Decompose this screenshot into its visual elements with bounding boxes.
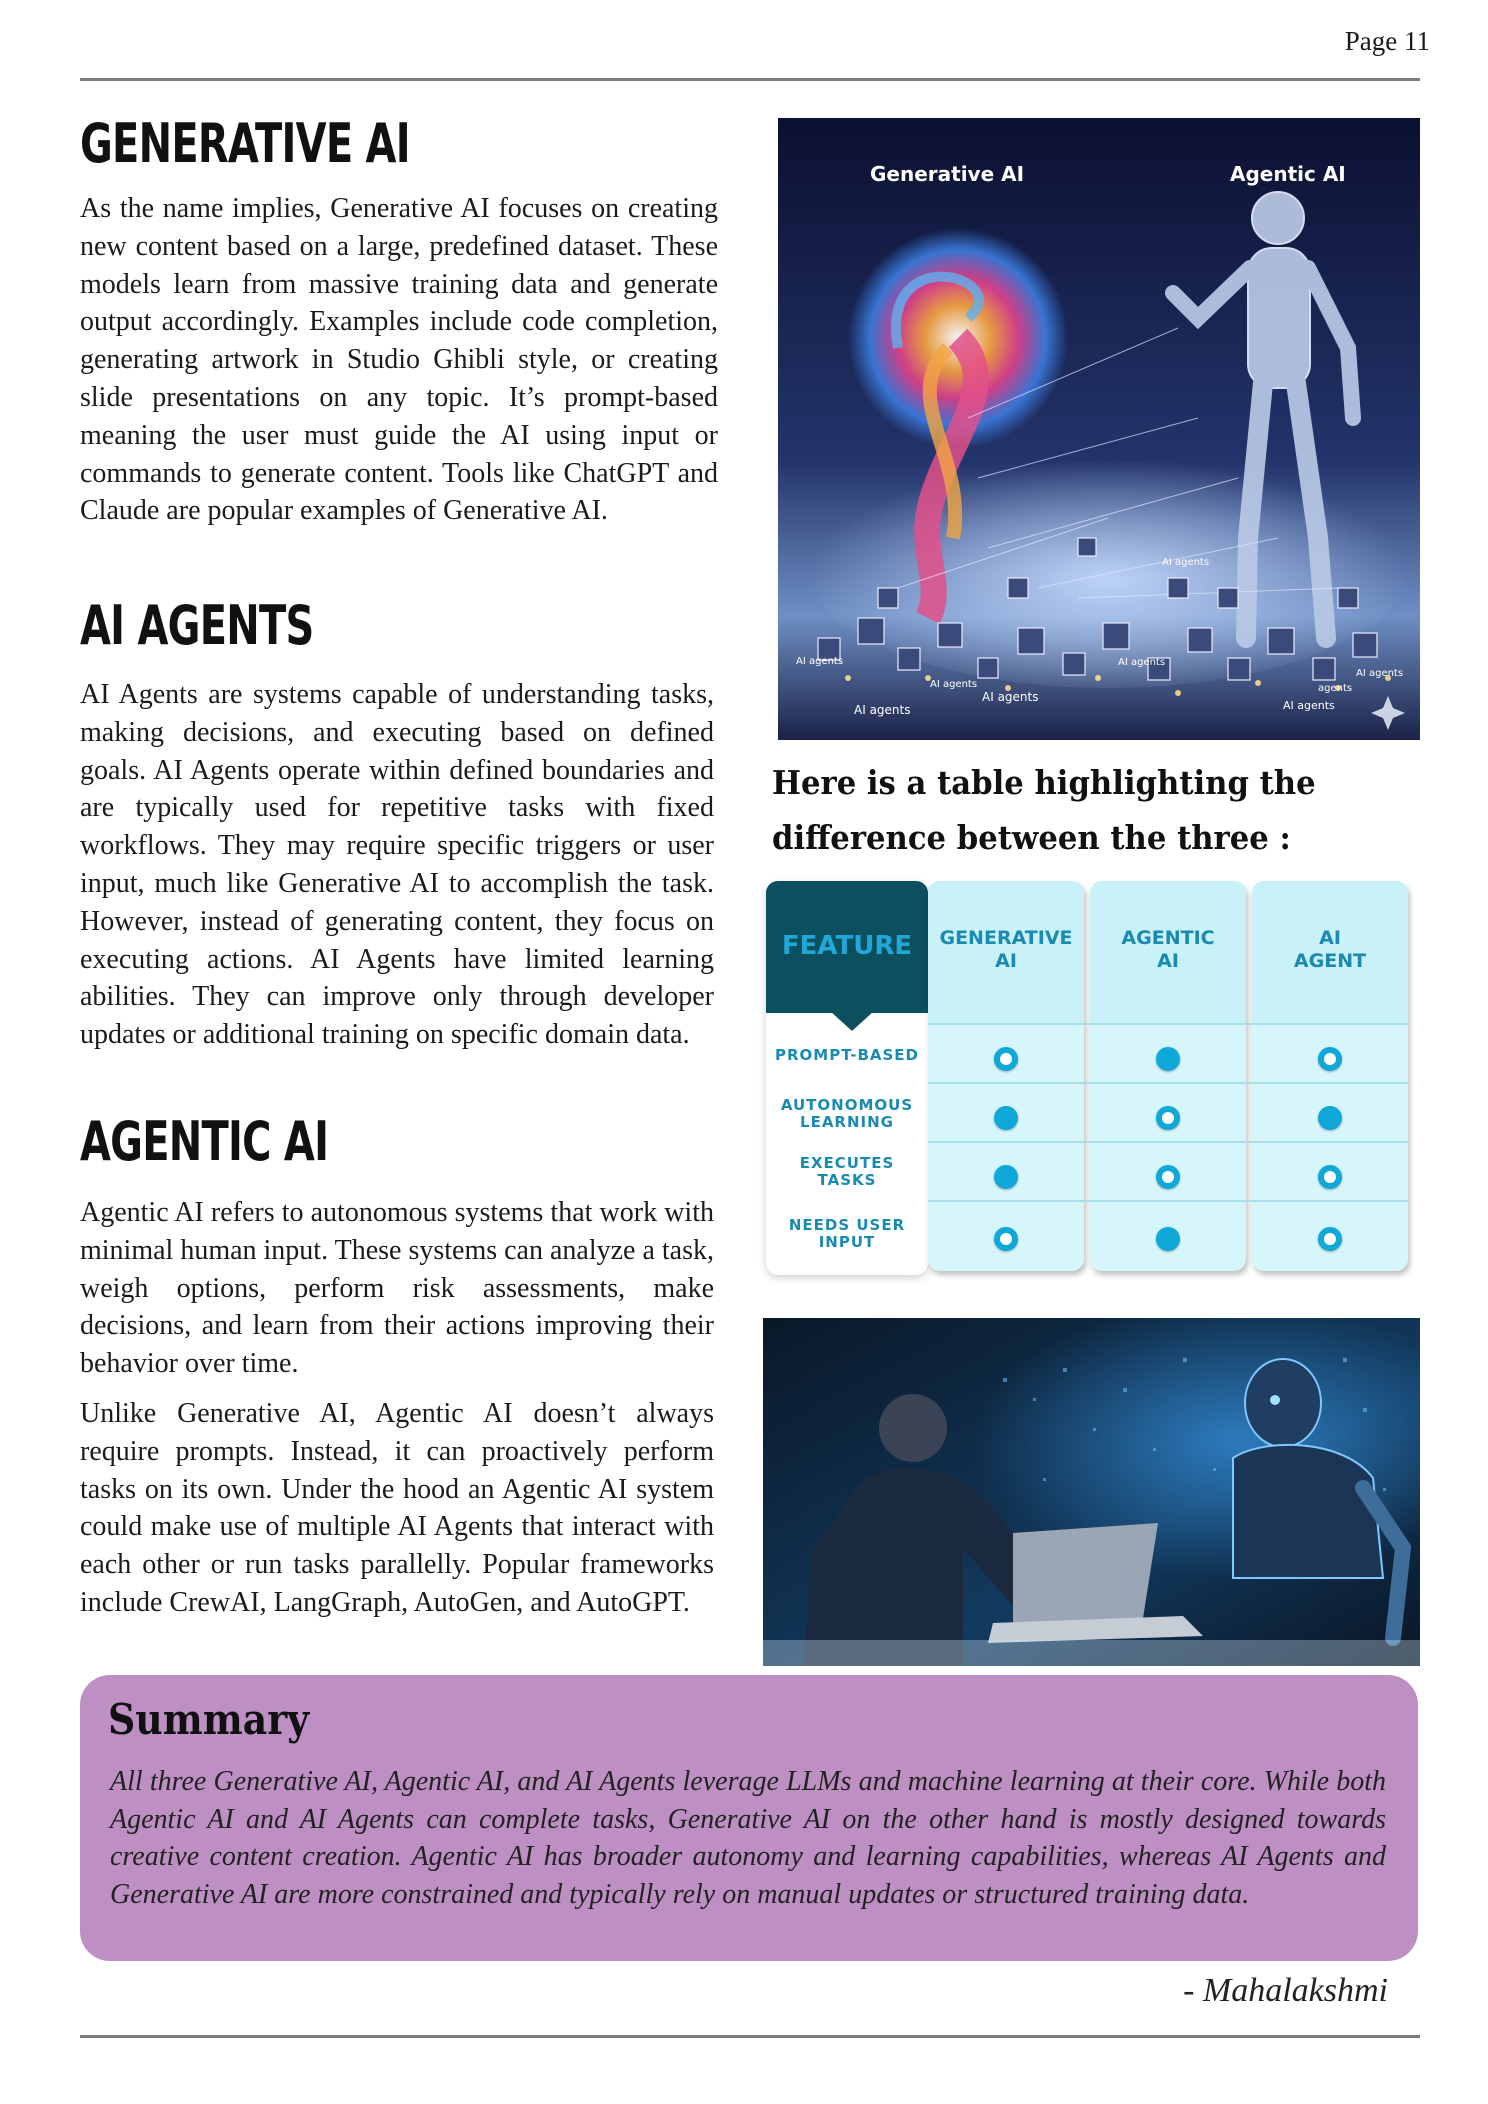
row-label-prompt-based — [766, 1047, 928, 1064]
agent-label: AI agents — [1162, 557, 1210, 568]
filled-dot-icon — [1318, 1106, 1342, 1130]
summary-text: All three Generative AI, Agentic AI, and AI Agents leverage LLMs and machine learning at their core. While both Agentic AI and AI Agents can complete tasks, Generative AI on the other hand is mostly designed towards creative content creation. Agentic AI has broader autonomy and learning capabilities, whereas AI Agents and Generative AI are more constrained and typically rely on manual updates or structured training data. — [110, 1766, 1386, 1910]
column-title-line: AGENTIC — [1121, 927, 1215, 949]
filled-dot-icon — [994, 1106, 1018, 1130]
paragraph-ai-agents: AI Agents are systems capable of understanding tasks, making decisions, and executing based on defined goals. AI Agents operate within defined boundaries and are typically used for repetitive tasks with fixed workflows. They may require specific triggers or user input, much like Generative AI to accomplish the task. However, instead of generating content, they focus on executing actions. AI Agents have limited learning abilities. They can improve only through developer updates or additional training on specific domain data. — [80, 679, 714, 1051]
column-title-generative-ai — [928, 927, 1084, 973]
column-title-line: AI — [1319, 927, 1341, 949]
heading-agentic-ai: AGENTIC AI — [80, 1110, 329, 1173]
ring-dot-icon — [1318, 1165, 1342, 1189]
row-label-line: PROMPT-BASED — [774, 1046, 919, 1064]
column-title-ai-agent — [1252, 927, 1408, 973]
heading-ai-agents: AI AGENTS — [80, 594, 314, 657]
paragraph-agentic-ai-2: Unlike Generative AI, Agentic AI doesn’t always require prompts. Instead, it can proactively perform tasks on its own. Under the hood an Agentic AI system could make use of multiple AI Agents that interact with each other or run tasks parallelly. Popular frameworks include CrewAI, LangGraph, AutoGen, and AutoGPT. — [80, 1398, 714, 1618]
agent-label: AI agents — [1118, 657, 1166, 668]
agent-label: AI agents — [1356, 668, 1404, 679]
agent-label: AI agents — [930, 679, 978, 690]
summary-title: Summary — [108, 1695, 310, 1744]
column-title-line: GENERATIVE — [939, 927, 1073, 949]
illustration-label-agentic: Agentic AI — [1230, 162, 1346, 186]
row-label-autonomous-learning — [766, 1097, 928, 1131]
row-label-line: EXECUTES — [799, 1154, 895, 1172]
generative-vs-agentic-illustration — [778, 118, 1420, 740]
row-label-line: AUTONOMOUS — [780, 1096, 914, 1114]
column-title-agentic-ai — [1090, 927, 1246, 973]
ring-dot-icon — [1318, 1227, 1342, 1251]
illustration-label-generative: Generative AI — [870, 162, 1025, 186]
row-label-line: INPUT — [818, 1233, 876, 1251]
agent-label: agents — [1318, 683, 1353, 694]
ring-dot-icon — [994, 1227, 1018, 1251]
feature-header-label: FEATURE — [781, 931, 913, 961]
feature-header-pointer — [830, 1011, 874, 1031]
column-title-line: AGENT — [1293, 950, 1367, 972]
agent-label: AI agents — [1283, 699, 1335, 712]
row-label-executes-tasks — [766, 1155, 928, 1189]
row-label-line: NEEDS USER — [788, 1216, 906, 1234]
column-title-line: AI — [1157, 950, 1179, 972]
page-number: Page 11 — [1344, 26, 1430, 56]
row-separator — [928, 1023, 1408, 1025]
ring-dot-icon — [1318, 1047, 1342, 1071]
paragraph-generative-ai: As the name implies, Generative AI focuses on creating new content based on a large, predefined dataset. These models learn from massive training data and generate output accordingly. Examples include code completion, generating artwork in Studio Ghibli style, or creating slide presentations on any topic. It’s prompt-based meaning the user must guide the AI using input or commands to generate content. Tools like ChatGPT and Claude are popular examples of Generative AI. — [80, 193, 718, 527]
row-label-line: TASKS — [817, 1171, 877, 1189]
filled-dot-icon — [994, 1165, 1018, 1189]
comparison-table — [762, 875, 1422, 1295]
man-and-robot-photo — [763, 1318, 1420, 1666]
ring-dot-icon — [994, 1047, 1018, 1071]
row-separator — [928, 1082, 1408, 1084]
top-rule — [80, 78, 1420, 81]
filled-dot-icon — [1156, 1227, 1180, 1251]
table-caption: Here is a table highlighting the difference between the three : — [772, 763, 1316, 857]
filled-dot-icon — [1156, 1047, 1180, 1071]
row-label-line: LEARNING — [800, 1113, 894, 1131]
row-separator — [928, 1200, 1408, 1202]
column-title-line: AI — [995, 950, 1017, 972]
agent-label: AI agents — [982, 690, 1039, 704]
bottom-rule — [80, 2035, 1420, 2038]
paragraph-agentic-ai-1: Agentic AI refers to autonomous systems that work with minimal human input. These systems can analyze a task, weigh options, perform risk assessments, make decisions, and learn from their actions improving their behavior over time. — [80, 1197, 714, 1380]
heading-generative-ai: GENERATIVE AI — [80, 112, 410, 175]
summary-box — [80, 1675, 1418, 1961]
agent-label: AI agents — [854, 703, 911, 717]
author-signature: - Mahalakshmi — [1183, 1972, 1388, 2009]
ring-dot-icon — [1156, 1106, 1180, 1130]
agent-label: AI agents — [796, 656, 844, 667]
row-separator — [928, 1141, 1408, 1143]
row-label-needs-user-input — [766, 1217, 928, 1251]
ring-dot-icon — [1156, 1165, 1180, 1189]
